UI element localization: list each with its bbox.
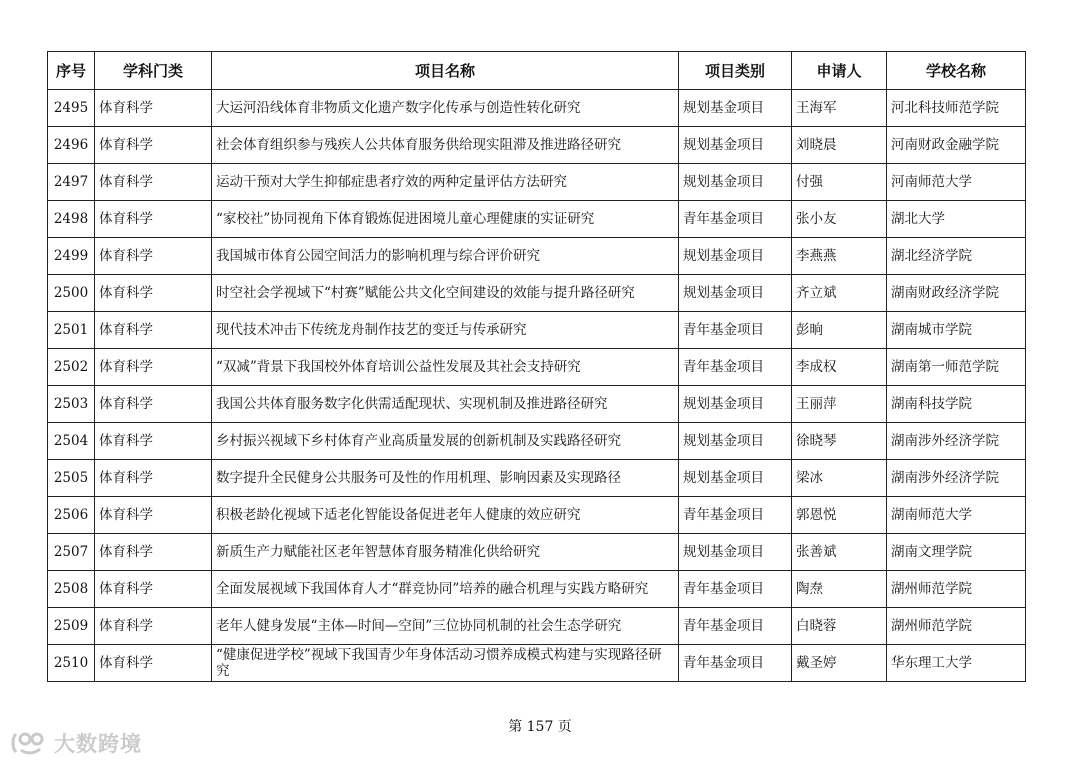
cell-seq: 2495 — [48, 90, 95, 127]
cell-project-category: 规划基金项目 — [679, 534, 792, 571]
cell-applicant: 张小友 — [792, 201, 887, 238]
cell-project-name: 积极老龄化视域下适老化智能设备促进老年人健康的效应研究 — [212, 497, 679, 534]
table-row — [48, 423, 1026, 460]
cell-project-name: 社会体育组织参与残疾人公共体育服务供给现实阻滞及推进路径研究 — [212, 127, 679, 164]
cell-seq: 2500 — [48, 275, 95, 312]
cell-seq: 2504 — [48, 423, 95, 460]
cell-seq: 2508 — [48, 571, 95, 608]
table-row — [48, 645, 1026, 682]
table-row — [48, 164, 1026, 201]
cell-discipline: 体育科学 — [95, 349, 212, 386]
cell-seq: 2505 — [48, 460, 95, 497]
cell-project-category: 规划基金项目 — [679, 127, 792, 164]
cell-school: 湖北经济学院 — [887, 238, 1026, 275]
cell-school: 河北科技师范学院 — [887, 90, 1026, 127]
cell-project-name: 数字提升全民健身公共服务可及性的作用机理、影响因素及实现路径 — [212, 460, 679, 497]
cell-school: 湖州师范学院 — [887, 608, 1026, 645]
cell-project-name: “双减”背景下我国校外体育培训公益性发展及其社会支持研究 — [212, 349, 679, 386]
cell-school: 湖南文理学院 — [887, 534, 1026, 571]
cell-discipline: 体育科学 — [95, 386, 212, 423]
cell-applicant: 白晓蓉 — [792, 608, 887, 645]
cell-applicant: 王丽萍 — [792, 386, 887, 423]
cell-project-category: 规划基金项目 — [679, 164, 792, 201]
cell-discipline: 体育科学 — [95, 423, 212, 460]
cell-discipline: 体育科学 — [95, 534, 212, 571]
cell-project-category: 青年基金项目 — [679, 201, 792, 238]
table-row — [48, 497, 1026, 534]
table-row — [48, 90, 1026, 127]
table-row — [48, 608, 1026, 645]
cell-project-category: 规划基金项目 — [679, 90, 792, 127]
table-row — [48, 534, 1026, 571]
watermark-icon — [10, 730, 48, 756]
cell-discipline: 体育科学 — [95, 275, 212, 312]
table-row — [48, 571, 1026, 608]
cell-project-name: 现代技术冲击下传统龙舟制作技艺的变迁与传承研究 — [212, 312, 679, 349]
cell-discipline: 体育科学 — [95, 127, 212, 164]
cell-applicant: 齐立斌 — [792, 275, 887, 312]
header-discipline: 学科门类 — [95, 52, 212, 90]
cell-seq: 2498 — [48, 201, 95, 238]
cell-project-category: 规划基金项目 — [679, 238, 792, 275]
cell-discipline: 体育科学 — [95, 201, 212, 238]
cell-applicant: 梁冰 — [792, 460, 887, 497]
cell-project-category: 青年基金项目 — [679, 497, 792, 534]
table-row — [48, 460, 1026, 497]
cell-applicant: 郭恩悦 — [792, 497, 887, 534]
cell-project-name: 老年人健身发展“主体—时间—空间”三位协同机制的社会生态学研究 — [212, 608, 679, 645]
cell-project-category: 规划基金项目 — [679, 460, 792, 497]
header-school: 学校名称 — [887, 52, 1026, 90]
cell-seq: 2503 — [48, 386, 95, 423]
table-body — [48, 90, 1026, 682]
table-row — [48, 238, 1026, 275]
cell-discipline: 体育科学 — [95, 645, 212, 682]
cell-discipline: 体育科学 — [95, 608, 212, 645]
cell-seq: 2506 — [48, 497, 95, 534]
table-row — [48, 349, 1026, 386]
cell-discipline: 体育科学 — [95, 164, 212, 201]
cell-seq: 2507 — [48, 534, 95, 571]
table-row — [48, 275, 1026, 312]
cell-applicant: 付强 — [792, 164, 887, 201]
cell-project-name: 乡村振兴视域下乡村体育产业高质量发展的创新机制及实践路径研究 — [212, 423, 679, 460]
cell-school: 湖州师范学院 — [887, 571, 1026, 608]
cell-project-name: 运动干预对大学生抑郁症患者疗效的两种定量评估方法研究 — [212, 164, 679, 201]
cell-school: 湖南第一师范学院 — [887, 349, 1026, 386]
cell-school: 河南财政金融学院 — [887, 127, 1026, 164]
cell-applicant: 徐晓琴 — [792, 423, 887, 460]
cell-school: 华东理工大学 — [887, 645, 1026, 682]
cell-seq: 2497 — [48, 164, 95, 201]
cell-discipline: 体育科学 — [95, 90, 212, 127]
cell-project-name: 全面发展视域下我国体育人才“群竞协同”培养的融合机理与实践方略研究 — [212, 571, 679, 608]
cell-project-category: 规划基金项目 — [679, 423, 792, 460]
cell-school: 湖南城市学院 — [887, 312, 1026, 349]
cell-project-category: 规划基金项目 — [679, 275, 792, 312]
cell-project-name: “健康促进学校”视域下我国青少年身体活动习惯养成模式构建与实现路径研究 — [212, 645, 679, 682]
cell-project-name: 我国城市体育公园空间活力的影响机理与综合评价研究 — [212, 238, 679, 275]
cell-school: 河南师范大学 — [887, 164, 1026, 201]
cell-school: 湖南涉外经济学院 — [887, 460, 1026, 497]
project-table — [47, 51, 1026, 682]
cell-project-category: 规划基金项目 — [679, 386, 792, 423]
cell-project-name: 我国公共体育服务数字化供需适配现状、实现机制及推进路径研究 — [212, 386, 679, 423]
cell-discipline: 体育科学 — [95, 312, 212, 349]
cell-project-name: 新质生产力赋能社区老年智慧体育服务精准化供给研究 — [212, 534, 679, 571]
table-row — [48, 201, 1026, 238]
watermark-text: 大数跨境 — [54, 732, 142, 756]
cell-project-category: 青年基金项目 — [679, 608, 792, 645]
cell-school: 湖南科技学院 — [887, 386, 1026, 423]
header-seq: 序号 — [48, 52, 95, 90]
cell-applicant: 戴圣婷 — [792, 645, 887, 682]
cell-project-category: 青年基金项目 — [679, 571, 792, 608]
cell-seq: 2509 — [48, 608, 95, 645]
cell-discipline: 体育科学 — [95, 497, 212, 534]
cell-project-name: 大运河沿线体育非物质文化遗产数字化传承与创造性转化研究 — [212, 90, 679, 127]
cell-school: 湖南财政经济学院 — [887, 275, 1026, 312]
header-project-name: 项目名称 — [212, 52, 679, 90]
page-number: 第 157 页 — [508, 719, 572, 735]
cell-applicant: 王海军 — [792, 90, 887, 127]
cell-applicant: 陶焘 — [792, 571, 887, 608]
cell-discipline: 体育科学 — [95, 571, 212, 608]
cell-seq: 2499 — [48, 238, 95, 275]
cell-discipline: 体育科学 — [95, 238, 212, 275]
cell-discipline: 体育科学 — [95, 460, 212, 497]
cell-applicant: 彭晌 — [792, 312, 887, 349]
table-row — [48, 386, 1026, 423]
cell-applicant: 张善斌 — [792, 534, 887, 571]
cell-school: 湖南涉外经济学院 — [887, 423, 1026, 460]
cell-project-category: 青年基金项目 — [679, 312, 792, 349]
cell-school: 湖北大学 — [887, 201, 1026, 238]
header-project-category: 项目类别 — [679, 52, 792, 90]
cell-seq: 2496 — [48, 127, 95, 164]
table-row — [48, 127, 1026, 164]
table-header-row — [48, 52, 1026, 90]
cell-school: 湖南师范大学 — [887, 497, 1026, 534]
cell-applicant: 李成权 — [792, 349, 887, 386]
cell-project-category: 青年基金项目 — [679, 645, 792, 682]
cell-applicant: 李燕燕 — [792, 238, 887, 275]
cell-seq: 2502 — [48, 349, 95, 386]
cell-applicant: 刘晓晨 — [792, 127, 887, 164]
cell-seq: 2510 — [48, 645, 95, 682]
cell-seq: 2501 — [48, 312, 95, 349]
cell-project-name: 时空社会学视域下“村赛”赋能公共文化空间建设的效能与提升路径研究 — [212, 275, 679, 312]
watermark-logo — [10, 728, 142, 758]
table-row — [48, 312, 1026, 349]
header-applicant: 申请人 — [792, 52, 887, 90]
cell-project-category: 青年基金项目 — [679, 349, 792, 386]
cell-project-name: “家校社”协同视角下体育锻炼促进困境儿童心理健康的实证研究 — [212, 201, 679, 238]
